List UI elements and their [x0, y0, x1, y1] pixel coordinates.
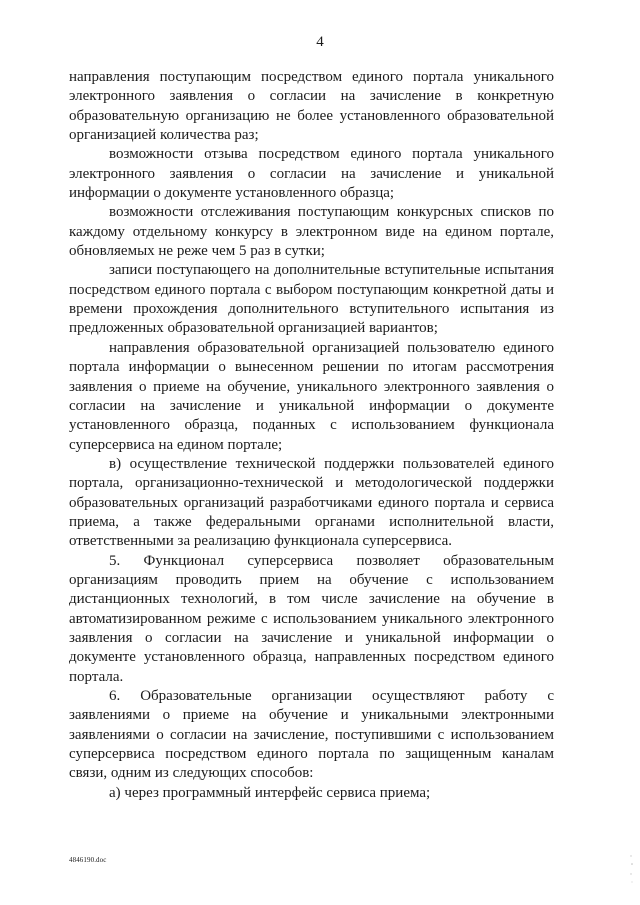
paragraph-submission-limit: направления поступающим посредством единого портала уникального электронного заявления о согласии на зачисление в конкретную образовательную организацию не более установленного образовательной организацией количества раз;: [69, 69, 554, 144]
paragraph-additional-tests: записи поступающего на дополнительные вступительные испытания посредством единого портала с выбором поступающим конкретной даты и времени прохождения дополнительного вступительного испытания из предложенных образовательной организацией вариантов;: [69, 262, 554, 337]
paragraph-withdrawal: возможности отзыва посредством единого портала уникального электронного заявления о согласии на зачисление и уникальной информации о документе установленного образца;: [69, 146, 554, 202]
document-body: [69, 68, 554, 803]
paragraph-technical-support: в) осуществление технической поддержки пользователей единого портала, организационно-технической и методологической поддержки образовательных организаций разработчиками единого портала и сервиса приема, а также федеральными органами исполнительной власти, ответственными за реализацию функционала суперсервиса.: [69, 455, 554, 550]
page-number: 4: [316, 34, 324, 50]
paragraph-section-5: 5. Функционал суперсервиса позволяет образовательным организациям проводить прием на обучение с использованием дистанционных технологий, в том числе зачисление на обучение в автоматизированном режиме с использованием уникального электронного заявления о согласии на зачисление и уникальной информации о документе установленного образца, направленных посредством единого портала.: [69, 552, 554, 685]
paragraph-method-a: а) через программный интерфейс сервиса приема;: [109, 784, 431, 801]
scan-dots-mark: [628, 850, 634, 890]
document-footer-code: 4846190.doc: [69, 856, 107, 864]
paragraph-decision-notice: направления образовательной организацией пользователю единого портала информации о вынесенном решении по итогам рассмотрения заявления о приеме на обучение, уникального электронного заявления о согласии на зачисление и уникальной информации о документе установленного образца, поданных с использованием функционала суперсервиса на едином портале;: [69, 339, 554, 453]
paragraph-competition-lists: возможности отслеживания поступающим конкурсных списков по каждому отдельному конкурсу в электронном виде на едином портале, обновляемых не реже чем 5 раз в сутки;: [69, 204, 554, 260]
paragraph-section-6: 6. Образовательные организации осуществляют работу с заявлениями о приеме на обучение и уникальными электронными заявлениями о согласии на зачисление, поступившими с использованием суперсервиса посредством единого портала по защищенным каналам связи, одним из следующих способов:: [69, 688, 554, 782]
